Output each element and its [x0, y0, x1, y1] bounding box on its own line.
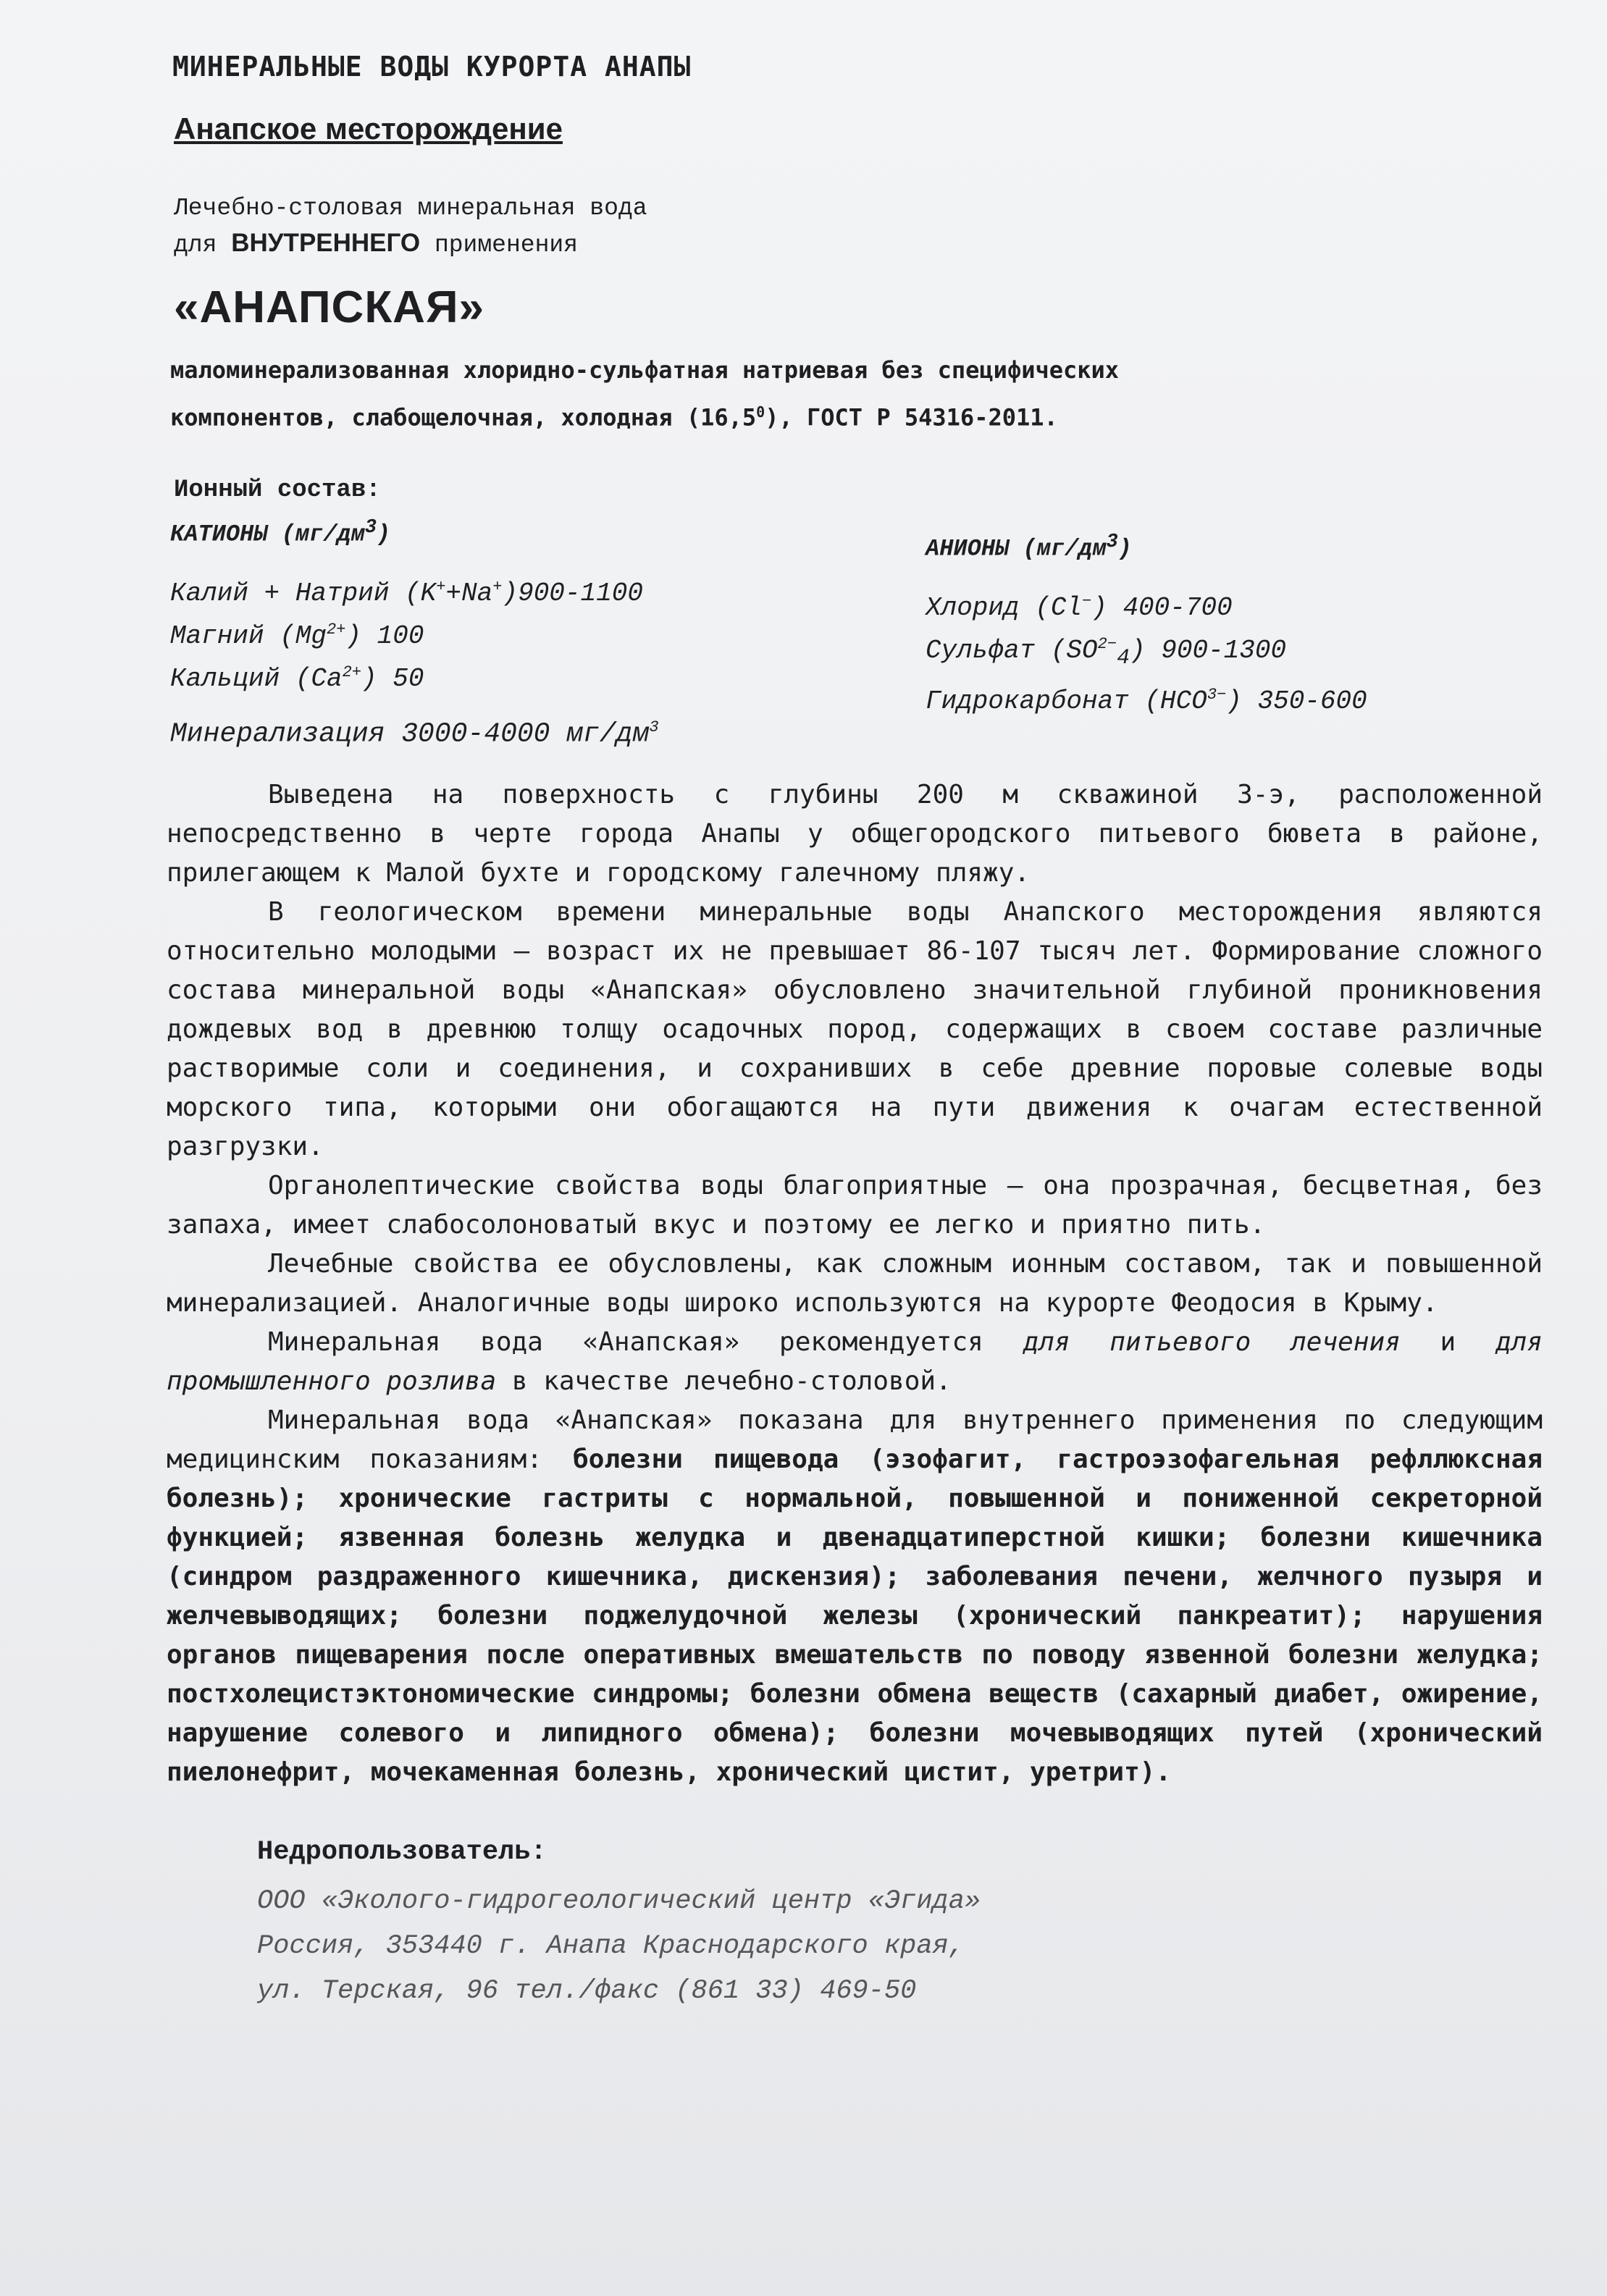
- purpose-line-2: для ВНУТРЕННЕГО применения: [174, 229, 578, 258]
- water-classification: маломинерализованная хлоридно-сульфатная натриевая без специфических компонентов, слабощелочная, холодная (16,5$^0$), ГОСТ Р 54316-2011.: [170, 356, 1120, 432]
- owner-address: Россия, 353440 г. Анапа Краснодарского края,: [257, 1931, 965, 1962]
- anion-row: Гидрокарбонат $(HCO^{3-})$ 350-600: [926, 685, 1367, 716]
- subsoil-user-label: Недропользователь:: [257, 1837, 547, 1868]
- cations-column: [170, 517, 643, 698]
- anions-column: [926, 531, 1367, 720]
- resort-title: МИНЕРАЛЬНЫЕ ВОДЫ КУРОРТА АНАПЫ: [172, 51, 692, 83]
- subsoil-user-block: [257, 1837, 1579, 2014]
- ion-composition: [167, 516, 1579, 716]
- paragraph-geology: В геологическом времени минеральные воды Анапского месторождения являются относительно молодыми – возраст их не превышает 86-107 тысяч лет. Формирование сложного состава минеральной воды «Анапская» обусловлено значительной глубиной проникновения дождевых вод в древнюю толщу осадочных пород, содержащих в своем составе различные растворимые соли и соединения, и сохранивших в себе древние поровые солевые воды морского типа, которыми они обогащаются на пути движения к очагам естественной разгрузки.: [167, 897, 1543, 1162]
- anions-heading: АНИОНЫ $(мг/дм^3)$: [926, 531, 1132, 563]
- anion-row: Хлорид (Cl−) 400-700: [926, 592, 1233, 623]
- paragraph-indications: Минеральная вода «Анапская» показана для внутреннего применения по следующим медицинским показаниям: болезни пищевода (эзофагит, гастроэзофагельная рефллюксная болезнь); хронические гастриты с нормальной, повышенной и пониженной секреторной функцией; язвенная болезнь желудка и двенадцатиперстной кишки; болезни кишечника (синдром раздраженного кишечника, дискензия); заболевания печени, желчного пузыря и желчевыводящих; болезни поджелудочной железы (хронический панкреатит); нарушения органов пищеварения после оперативных вмешательств по поводу язвенной болезни желудка; постхолецистэктономические синдромы; болезни обмена веществ (сахарный диабет, ожирение, нарушение солевого и липидного обмена); болезни мочевыводящих путей (хронический пиелонефрит, мочекаменная болезнь, хронический цистит, уретрит).: [167, 1405, 1543, 1788]
- indications-list: болезни пищевода (эзофагит, гастроэзофагельная рефллюксная болезнь); хронические гастриты с нормальной, повышенной и пониженной секреторной функцией; язвенная болезнь желудка и двенадцатиперстной кишки; болезни кишечника (синдром раздраженного кишечника, дискензия); заболевания печени, желчного пузыря и желчевыводящих; болезни поджелудочной железы (хронический панкреатит); нарушения органов пищеварения после оперативных вмешательств по поводу язвенной болезни желудка; постхолецистэктономические синдромы; болезни обмена веществ (сахарный диабет, ожирение, нарушение солевого и липидного обмена); болезни мочевыводящих путей (хронический пиелонефрит, мочекаменная болезнь, хронический цистит, уретрит).: [167, 1445, 1543, 1788]
- ion-composition-title: Ионный состав:: [174, 476, 381, 504]
- paragraph-origin: Выведена на поверхность с глубины 200 м скважиной 3-э, расположенной непосредственно в черте города Анапы у общегородского питьевого бювета в районе, прилегающем к Малой бухте и городскому галечному пляжу.: [167, 780, 1543, 888]
- owner-contacts: ул. Терская, 96 тел./факс (861 33) 469-50: [257, 1976, 917, 2007]
- document-content: [167, 51, 1579, 2014]
- cation-row: Калий + Натрий (K++Na+)900-1100: [170, 578, 643, 609]
- field-title: Анапское месторождение: [174, 112, 563, 146]
- anion-row: Сульфат $(SO^{2-}_4)$ 900-1300: [926, 635, 1287, 671]
- mineralization: Минерализация 3000-4000 $мг/дм^3$: [170, 718, 659, 750]
- paragraph-organoleptic: Органолептические свойства воды благоприятные – она прозрачная, бесцветная, без запаха, имеет слабосолоноватый вкус и поэтому ее легко и приятно пить.: [167, 1171, 1543, 1240]
- paragraph-recommendation: Минеральная вода «Анапская» рекомендуется для питьевого лечения и для промышленного розлива в качестве лечебно-столовой.: [167, 1327, 1543, 1397]
- cations-heading: КАТИОНЫ $(мг/дм^3)$: [170, 516, 391, 548]
- cation-row: Магний $(Mg^{2+})$ 100: [170, 621, 424, 652]
- water-name: «АНАПСКАЯ»: [174, 282, 484, 332]
- owner-company: ООО «Эколого-гидрогеологический центр «Эгида»: [257, 1886, 981, 1917]
- paragraph-therapeutic: Лечебные свойства ее обусловлены, как сложным ионным составом, так и повышенной минерализацией. Аналогичные воды широко используются на курорте Феодосия в Крыму.: [167, 1249, 1543, 1319]
- cation-row: Кальций $(Ca^{2+})$ 50: [170, 663, 424, 694]
- purpose-line-1: Лечебно-столовая минеральная вода: [174, 195, 647, 222]
- purpose-emphasis: ВНУТРЕННЕГО: [231, 229, 421, 257]
- purpose-text: [174, 191, 1579, 263]
